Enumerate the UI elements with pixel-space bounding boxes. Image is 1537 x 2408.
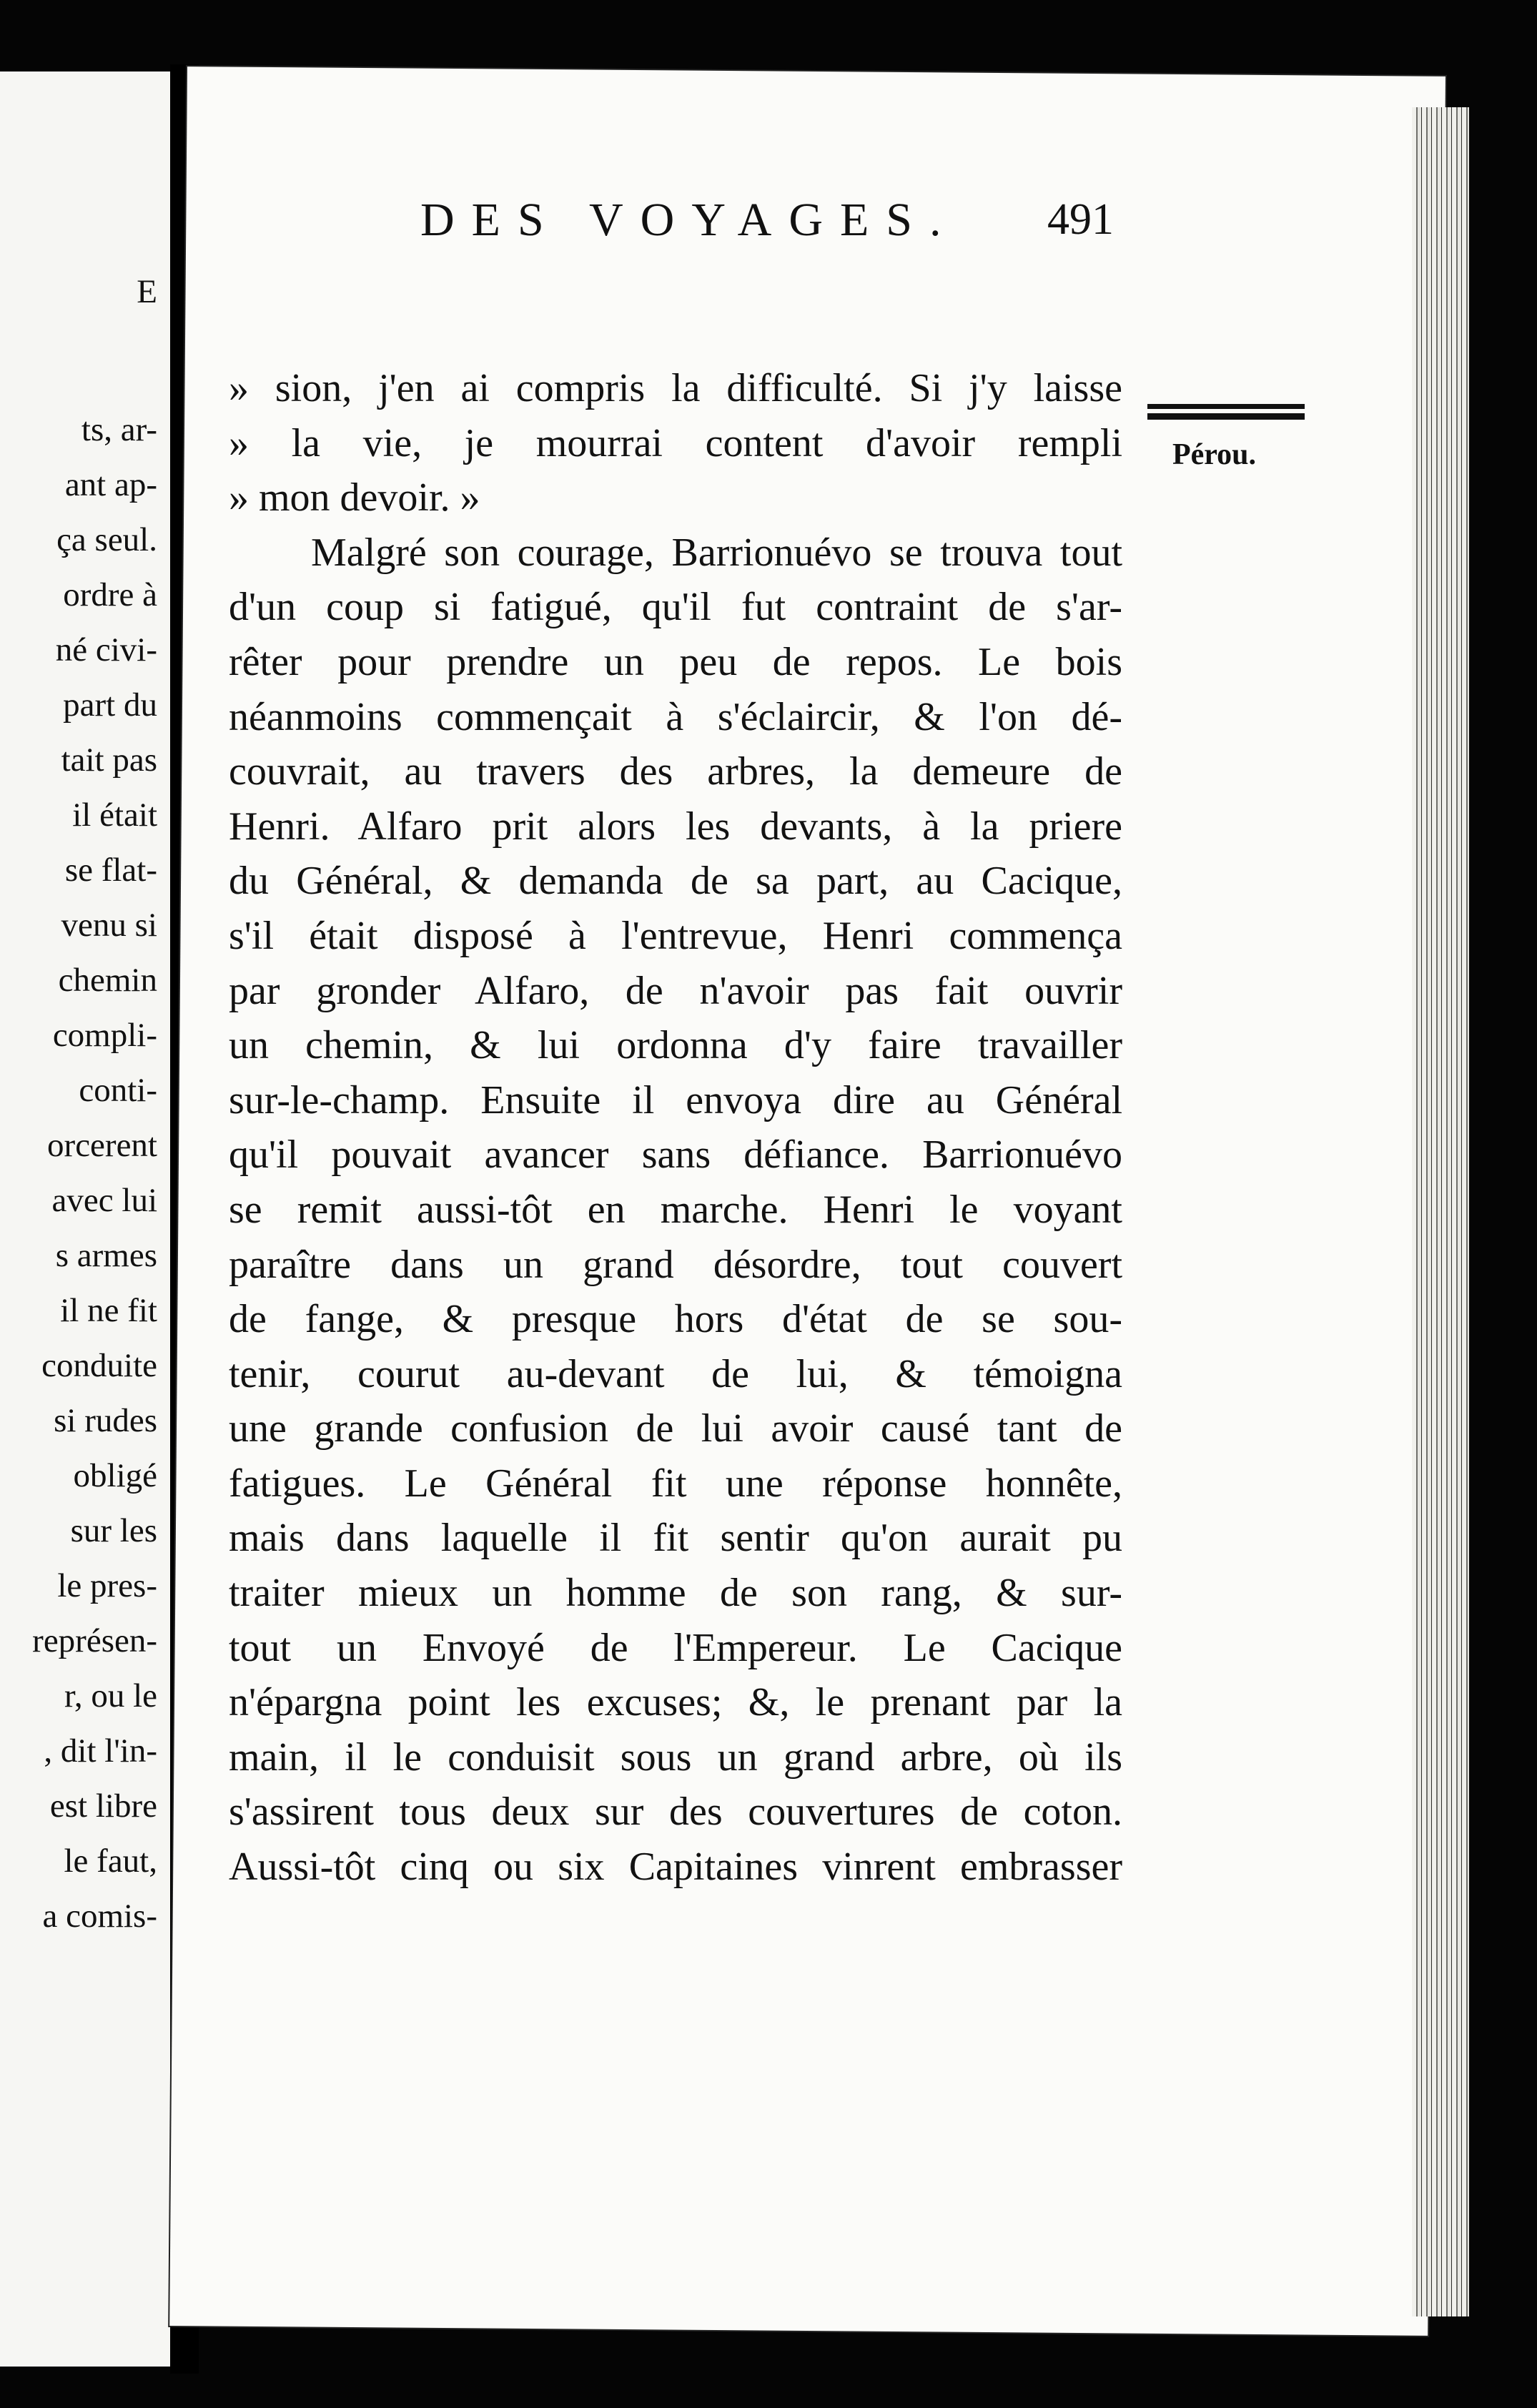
left-page-line: il ne fit: [60, 1292, 157, 1329]
left-page-line: s armes: [55, 1237, 157, 1274]
text-line: mais dans laquelle il fit sentir qu'on aurait pu: [229, 1516, 1122, 1561]
left-page-line: né civi-: [55, 631, 157, 668]
left-page-line: chemin: [58, 962, 157, 999]
text-line: par gronder Alfaro, de n'avoir pas fait ouvrir: [229, 968, 1122, 1013]
left-page-line: le pres-: [57, 1567, 157, 1604]
text-line: » mon devoir. »: [229, 475, 480, 520]
left-page-line: conti-: [79, 1072, 157, 1109]
page-number: 491: [1047, 195, 1114, 244]
left-page-line: représen-: [32, 1622, 157, 1659]
left-page-line: , dit l'in-: [44, 1732, 157, 1770]
text-line: s'il était disposé à l'entrevue, Henri commença: [229, 913, 1122, 958]
margin-note: Pérou.: [1172, 438, 1257, 471]
text-line: un chemin, & lui ordonna d'y faire travailler: [229, 1023, 1122, 1068]
text-line: fatigues. Le Général fit une réponse honnête,: [229, 1461, 1122, 1506]
left-page-line: part du: [63, 686, 157, 724]
left-page-line: se flat-: [64, 852, 157, 889]
text-line: tenir, courut au-devant de lui, & témoigna: [229, 1351, 1122, 1396]
page-edges: [1412, 107, 1469, 2316]
text-line: se remit aussi-tôt en marche. Henri le voyant: [229, 1187, 1122, 1232]
previous-page-fragment: [0, 71, 170, 2367]
page-header: [229, 193, 1130, 272]
text-line: » la vie, je mourrai content d'avoir rempli: [229, 420, 1122, 465]
left-page-line: ordre à: [63, 576, 157, 613]
left-page-line: orcerent: [47, 1127, 157, 1164]
body-text: [229, 361, 1122, 1895]
text-line: traiter mieux un homme de son rang, & sur-: [229, 1571, 1122, 1616]
text-line: Aussi-tôt cinq ou six Capitaines vinrent embrasser: [229, 1845, 1122, 1890]
text-line: paraître dans un grand désordre, tout couvert: [229, 1242, 1122, 1287]
left-page-line: avec lui: [51, 1182, 157, 1219]
left-page-line: si rudes: [54, 1402, 157, 1439]
running-head: DES VOYAGES.: [420, 194, 959, 246]
left-page-line: obligé: [73, 1457, 157, 1494]
text-line: tout un Envoyé de l'Empereur. Le Cacique: [229, 1625, 1122, 1670]
left-page-line: a comis-: [42, 1898, 157, 1935]
text-line: du Général, & demanda de sa part, au Cacique,: [229, 859, 1122, 904]
text-line: de fange, & presque hors d'état de se sou-: [229, 1297, 1122, 1342]
text-line: néanmoins commençait à s'éclaircir, & l'on dé-: [229, 694, 1122, 739]
text-line: sur-le-champ. Ensuite il envoya dire au Général: [229, 1077, 1122, 1122]
margin-rule: [1147, 404, 1305, 420]
left-page-line: venu si: [61, 907, 157, 944]
text-line: » sion, j'en ai compris la difficulté. Si j'y laisse: [229, 366, 1122, 410]
left-page-line: ant ap-: [64, 466, 157, 503]
text-line: rêter pour prendre un peu de repos. Le bois: [229, 639, 1122, 684]
left-page-line: compli-: [52, 1017, 157, 1054]
left-page-line: ts, ar-: [81, 411, 157, 448]
left-page-line: est libre: [49, 1787, 157, 1825]
text-line: s'assirent tous deux sur des couvertures de coton.: [229, 1790, 1122, 1835]
text-line: main, il le conduisit sous un grand arbre, où ils: [229, 1735, 1122, 1780]
text-line: n'épargna point les excuses; &, le prenant par la: [229, 1680, 1122, 1725]
text-line: qu'il pouvait avancer sans défiance. Barrionuévo: [229, 1133, 1122, 1178]
left-page-line: sur les: [70, 1512, 157, 1549]
left-page-line: le faut,: [64, 1842, 157, 1880]
text-line: une grande confusion de lui avoir causé tant de: [229, 1406, 1122, 1451]
left-page-line: il était: [72, 796, 157, 834]
paragraph-first-line: Malgré son courage, Barrionuévo se trouva tout: [311, 530, 1122, 575]
text-line: d'un coup si fatigué, qu'il fut contraint de s'ar-: [229, 585, 1122, 630]
text-line: Henri. Alfaro prit alors les devants, à la priere: [229, 804, 1122, 849]
left-page-line: r, ou le: [64, 1677, 157, 1714]
left-page-line: ça seul.: [56, 521, 157, 558]
left-page-line: conduite: [41, 1347, 157, 1384]
text-line: couvrait, au travers des arbres, la demeure de: [229, 749, 1122, 794]
left-page-line: E: [137, 273, 157, 310]
left-page-line: tait pas: [61, 741, 157, 779]
